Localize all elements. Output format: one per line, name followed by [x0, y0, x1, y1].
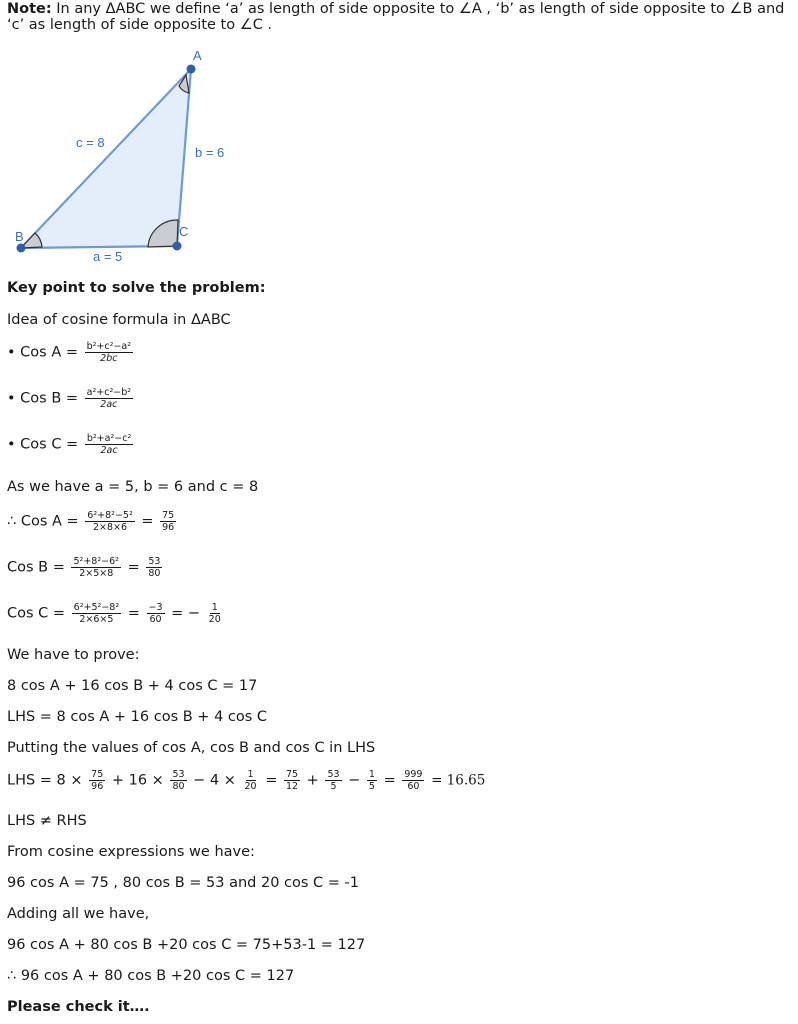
vertex-c-label: C: [179, 224, 189, 239]
from-cosine-text: From cosine expressions we have:: [7, 844, 255, 860]
side-b-label: b = 6: [195, 145, 225, 160]
lhs-calculation: LHS = 8 × $\frac{75}{96}$ + 16 × $\frac{53}{80}$ − 4 × $\frac{1}{20}$ = $\frac{75}{12}$ + $\frac{53}{5}$ − $\frac{1}{5}$ = $\frac{999}{60}$ = 16.65: [7, 769, 486, 792]
lhs-not-equal-rhs: LHS ≠ RHS: [7, 813, 87, 829]
cosine-expressions: 96 cos A = 75 , 80 cos B = 53 and 20 cos C = -1: [7, 875, 359, 891]
cos-b-computation: Cos B = $\frac{\text{5²+8²−6²}}{2\times 5\times 8}$ = $\frac{53}{80}$: [7, 556, 161, 579]
prove-label: We have to prove:: [7, 647, 140, 663]
point-b: [17, 244, 26, 253]
vertex-a-label: A: [193, 48, 202, 63]
cos-c-computation: Cos C = $\frac{\text{6²+5²−8²}}{2\times 6\times 5}$ = $\frac{-3}{60}$ = − $\frac{1}{20}$: [7, 602, 221, 625]
side-c-label: c = 8: [76, 135, 105, 150]
cos-a-computation: ∴ Cos A = $\frac{\text{6²+8²−5²}}{2\times 8\times 6}$ = $\frac{75}{96}$: [7, 510, 175, 533]
point-c: [173, 242, 182, 251]
lhs-definition: LHS = 8 cos A + 16 cos B + 4 cos C: [7, 709, 268, 725]
formula-cos-b: • Cos B = $\frac{\text{a²+c²−b²}}{2ac}$: [7, 387, 132, 410]
point-a: [187, 65, 196, 74]
note-paragraph: [7, 1, 793, 33]
formula-cos-c: • Cos C = $\frac{\text{b²+a²−c²}}{2ac}$: [7, 433, 132, 456]
putting-values-text: Putting the values of cos A, cos B and cos C in LHS: [7, 740, 376, 756]
vertex-b-label: B: [15, 229, 24, 244]
triangle-diagram: [0, 40, 260, 270]
prove-equation: 8 cos A + 16 cos B + 4 cos C = 17: [7, 678, 258, 694]
formula-cos-a: • Cos A = $\frac{\text{b²+c²−a²}}{2bc}$: [7, 341, 132, 364]
note-text: In any ΔABC we define ‘a’ as length of side opposite to ∠A , ‘b’ as length of side opposite to ∠B and ‘c’ as length of side opposite to ∠C .: [7, 1, 785, 33]
side-a-label: a = 5: [93, 249, 123, 264]
therefore-equation: ∴ 96 cos A + 80 cos B +20 cos C = 127: [7, 968, 295, 984]
check-text: Please check it….: [7, 999, 150, 1015]
given-values: As we have a = 5, b = 6 and c = 8: [7, 479, 259, 495]
triangle-shape: [21, 69, 191, 248]
note-label: Note:: [7, 1, 52, 17]
sum-equation: 96 cos A + 80 cos B +20 cos C = 75+53-1 = 127: [7, 937, 366, 953]
key-point-heading: Key point to solve the problem:: [7, 280, 266, 296]
idea-text: Idea of cosine formula in ΔABC: [7, 312, 231, 328]
adding-text: Adding all we have,: [7, 906, 150, 922]
